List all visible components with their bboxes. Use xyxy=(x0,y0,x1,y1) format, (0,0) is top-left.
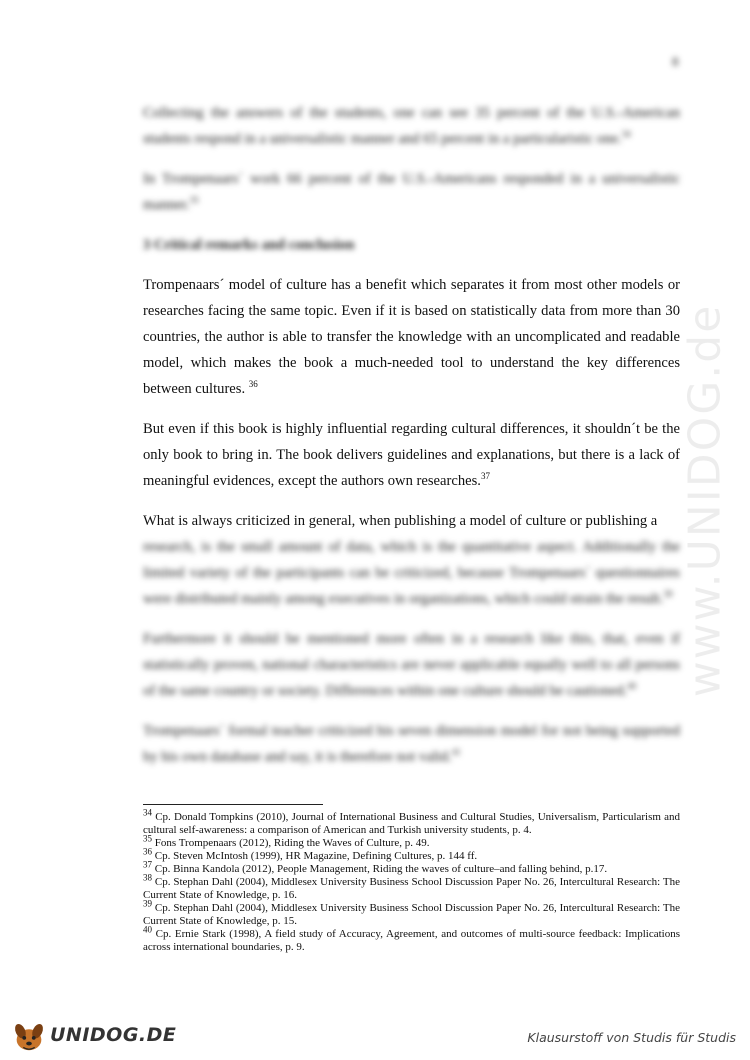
footnote-ref-34: 34 xyxy=(621,129,631,140)
paragraph-6: Furthermore it should be mentioned more often in a research like this, that, even if statistically proven, national characteristics are never applicable equally well to all persons of the same country or society. Differences within one culture should be cautioned.$^{40}$ xyxy=(143,631,680,699)
paragraph-5-continued: research, is the small amount of data, which is the quantitative aspect. Additionally the limited variety of the participants can be criticized, because Trompenaars´ questionnaires were distributed mainly among executives in organizations, which could strain the result.$^{39}$ xyxy=(143,539,680,607)
footnote-34: $^{34}$ Cp. Donald Tompkins (2010), Journal of International Business and Cultural Studies, Universalism, Particularism and cultural self-awareness: a comparison of American and Turkish university students, p. 4. xyxy=(143,807,681,836)
footnote-ref-40: 40 xyxy=(627,681,637,692)
watermark-text: www.UNIDOG.de xyxy=(679,303,731,697)
page-number: 8 xyxy=(672,54,679,69)
footnote-35: $^{35}$ Fons Trompenaars (2012), Riding the Waves of Culture, p. 49. xyxy=(143,833,430,849)
paragraph-1: Collecting the answers of the students, one can see 35 percent of the U.S.-American students respond in a universalistic manner and 65 percent in a particularistic one.$^{34}$ xyxy=(143,105,680,147)
unidog-logo[interactable] xyxy=(10,1016,176,1054)
footnote-ref-35: 35 xyxy=(189,195,199,206)
section-heading: 3 Critical remarks and conclusion xyxy=(143,237,355,253)
logo-text: UNIDOG.DE xyxy=(50,1024,177,1046)
footnote-39: $^{39}$ Cp. Stephan Dahl (2004), Middlesex University Business School Discussion Paper No. 26, Intercultural Research: The Current State of Knowledge, p. 15. xyxy=(143,898,681,927)
footnote-38: $^{38}$ Cp. Stephan Dahl (2004), Middlesex University Business School Discussion Paper No. 26, Intercultural Research: The Current State of Knowledge, p. 16. xyxy=(143,872,681,901)
footnote-divider xyxy=(143,804,323,805)
paragraph-4: But even if this book is highly influential regarding cultural differences, it shouldn´t be the only book to bring in. The book delivers guidelines and explanations, but there is a lack of meaningful evidences, except the authors own researches.$^{37}$ xyxy=(143,421,680,489)
footnote-ref-36: 36 xyxy=(248,379,258,390)
paragraph-2: In Trompenaars´ work 66 percent of the U.S.-Americans responded in a universalistic manner.$^{35}$ xyxy=(143,171,680,213)
paragraph-5: What is always criticized in general, when publishing a model of culture or publishing a xyxy=(143,513,658,529)
footnote-ref-37: 37 xyxy=(480,471,490,482)
footnote-ref-41: 41 xyxy=(451,747,461,758)
footnote-40: $^{40}$ Cp. Ernie Stark (1998), A field study of Accuracy, Agreement, and outcomes of multi-source feedback: Implications across international boundaries, p. 9. xyxy=(143,924,681,953)
footer-tagline: Klausurstoff von Studis für Studis xyxy=(527,1030,736,1045)
footnote-36: $^{36}$ Cp. Steven McIntosh (1999), HR Magazine, Defining Cultures, p. 144 ff. xyxy=(143,846,478,862)
paragraph-3: Trompenaars´ model of culture has a benefit which separates it from most other models or researches facing the same topic. Even if it is based on statistically data from more than 30 countries, the author is able to transfer the knowledge with an uncomplicated and readable model, which makes the book a much-needed tool to understand the key differences between cultures. $^{36}$ xyxy=(143,277,680,397)
dog-icon xyxy=(10,1016,48,1054)
footnote-37: $^{37}$ Cp. Binna Kandola (2012), People Management, Riding the waves of culture–and falling behind, p.17. xyxy=(143,859,608,875)
paragraph-7: Trompenaars´ formal teacher criticized his seven dimension model for not being supported by his own database and say, it is therefore not valid.$^{41}$ xyxy=(143,723,680,765)
document-body xyxy=(143,100,680,784)
footnote-ref-39: 39 xyxy=(663,589,673,600)
footnotes xyxy=(143,807,681,954)
